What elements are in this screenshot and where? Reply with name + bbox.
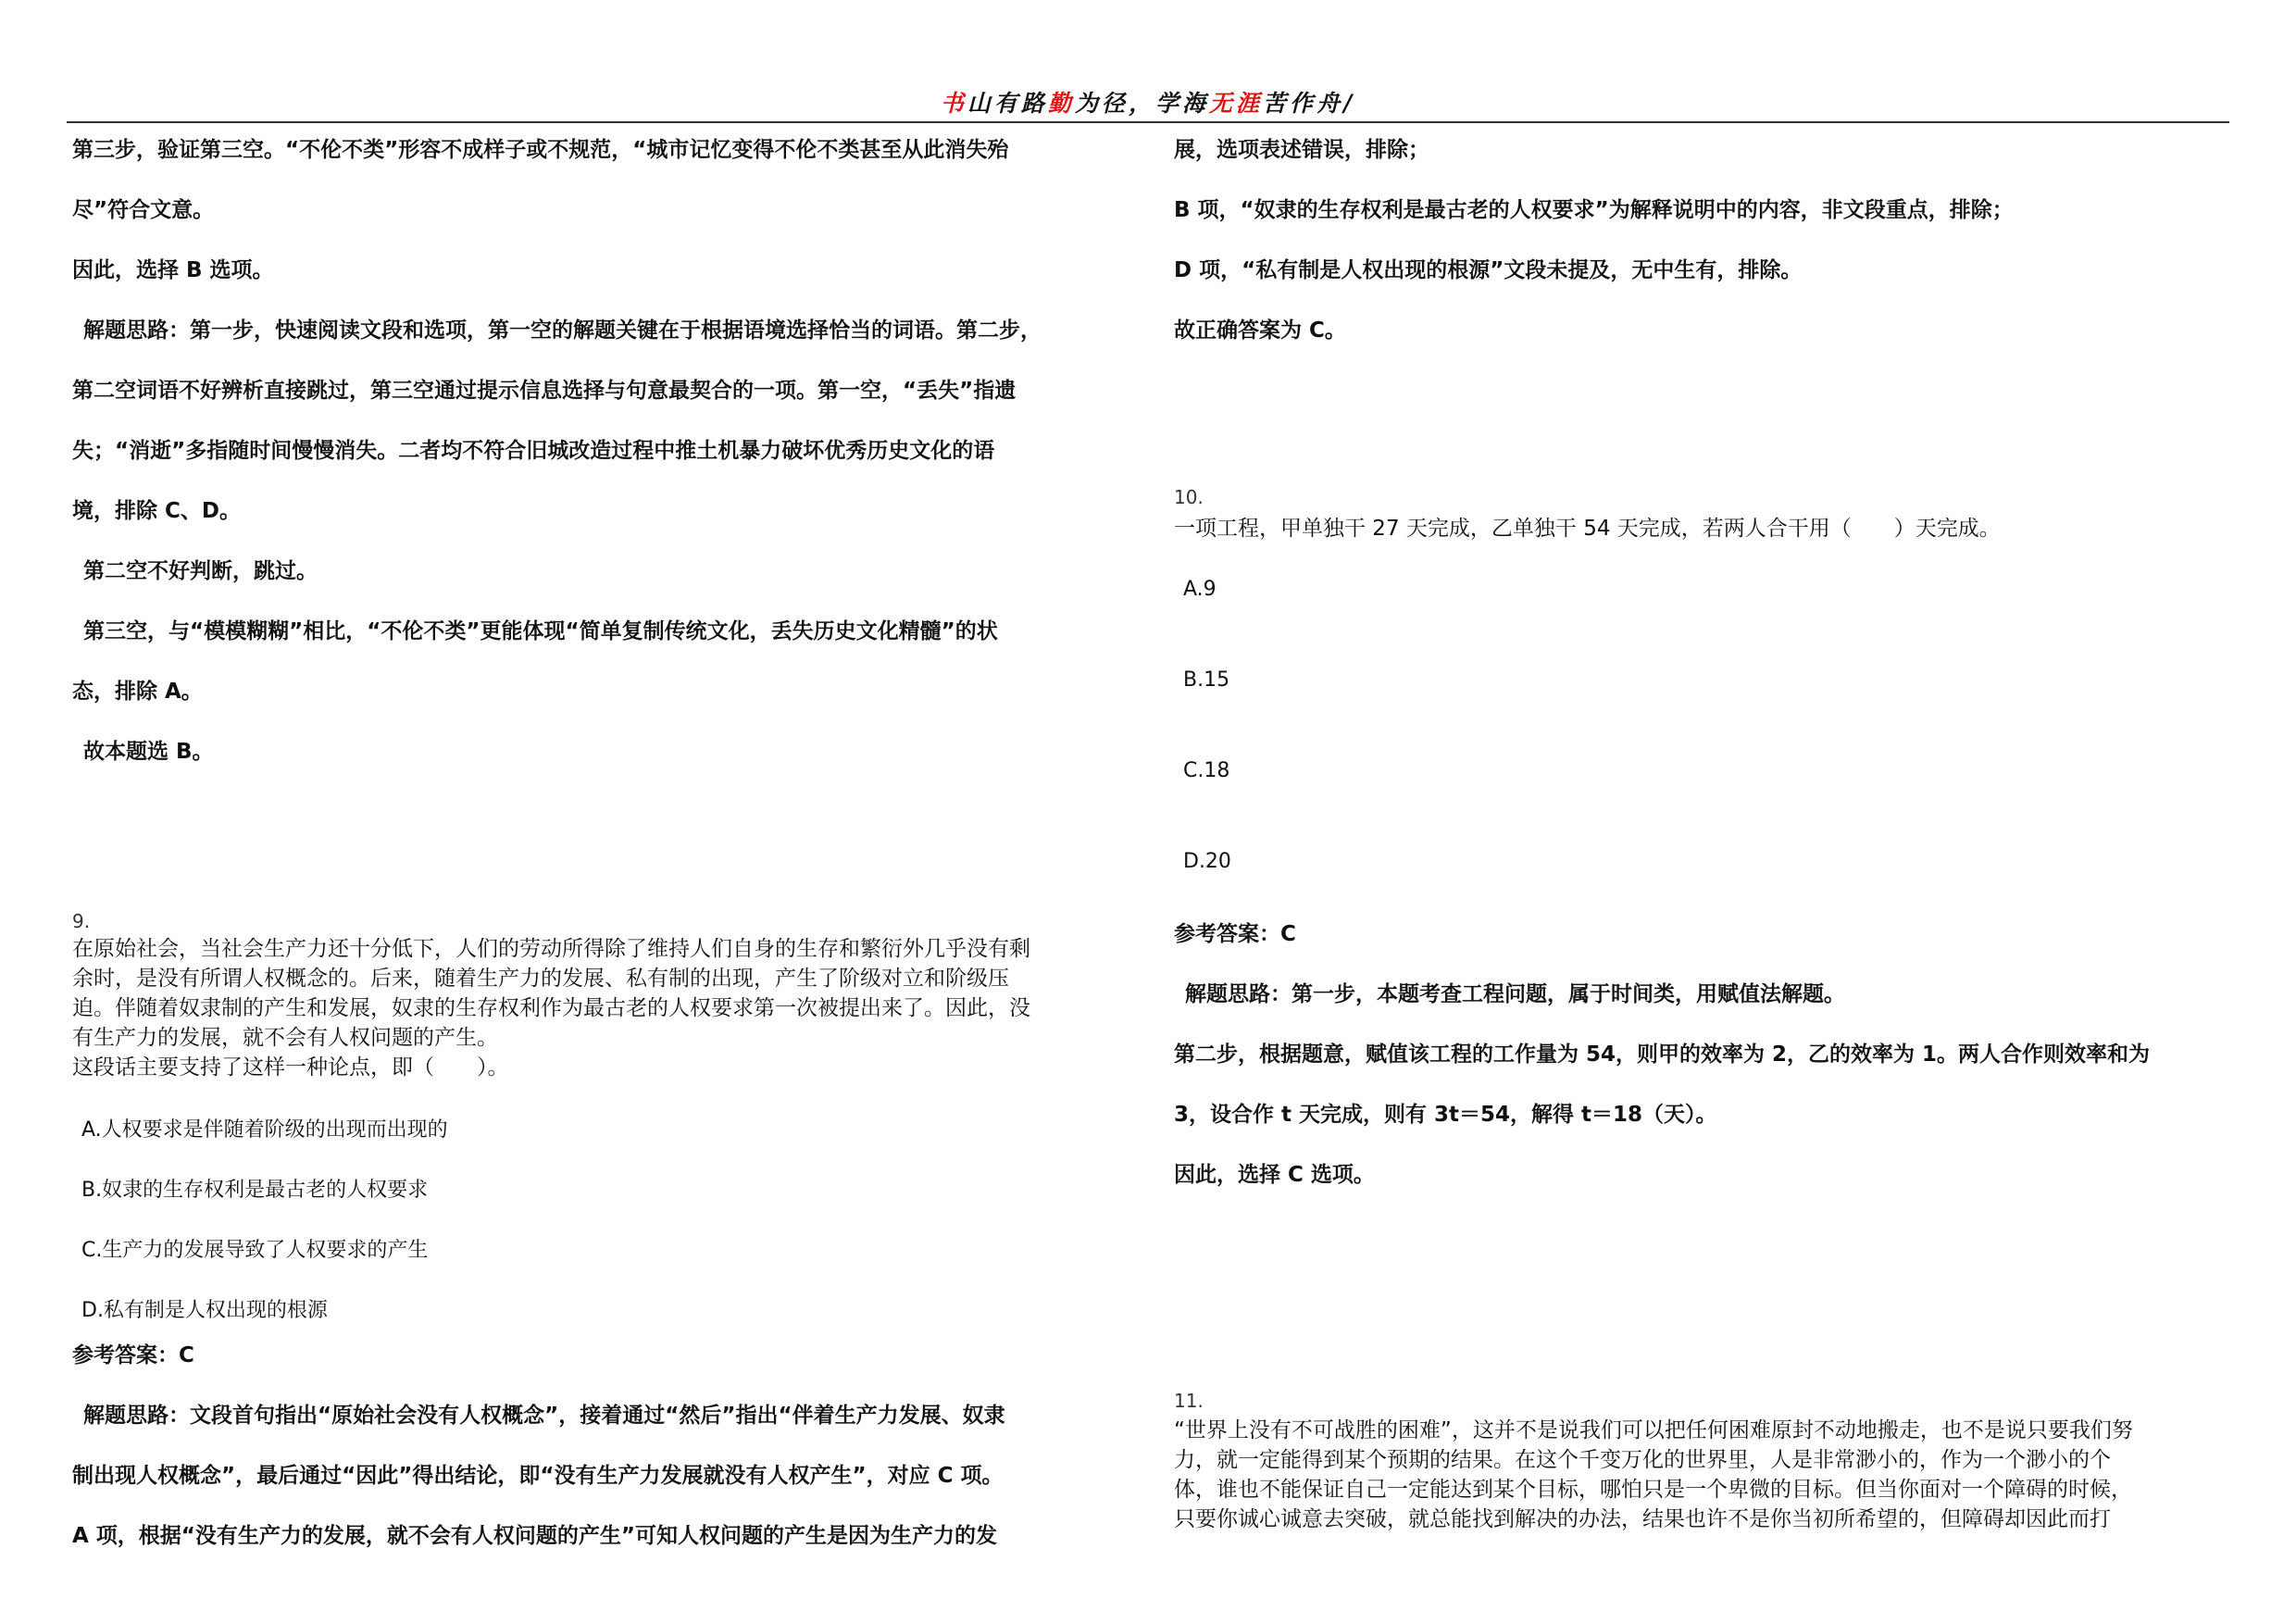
page-header-motto xyxy=(67,85,2229,119)
text-line: 境，排除 C、D。 xyxy=(72,499,241,523)
motto-segment: 无涯 xyxy=(1208,90,1263,117)
text-line: 故本题选 B。 xyxy=(83,740,214,764)
text-line: 3，设合作 t 天完成，则有 3t＝54，解得 t＝18（天）。 xyxy=(1174,1103,1717,1127)
answer-option: A.9 xyxy=(1183,578,1217,601)
answer-option: C.生产力的发展导致了人权要求的产生 xyxy=(81,1239,429,1262)
question-number: 9. xyxy=(72,910,91,932)
answer-option: D.私有制是人权出现的根源 xyxy=(81,1299,328,1322)
answer-option: B.15 xyxy=(1183,668,1230,692)
answer-option: A.人权要求是伴随着阶级的出现而出现的 xyxy=(81,1118,448,1142)
text-line: 展，选项表述错误，排除； xyxy=(1174,138,1429,162)
text-line: 第二步，根据题意，赋值该工程的工作量为 54，则甲的效率为 2，乙的效率为 1。两人合作则效率和为 xyxy=(1174,1042,2151,1067)
text-line: 余时，是没有所谓人权概念的。后来，随着生产力的发展、私有制的出现，产生了阶级对立和阶级压 xyxy=(72,967,1009,991)
answer-option: B.奴隶的生存权利是最古老的人权要求 xyxy=(81,1179,429,1202)
question-number: 11. xyxy=(1174,1390,1204,1412)
answer-option: C.18 xyxy=(1183,759,1230,782)
text-line: 在原始社会，当社会生产力还十分低下，人们的劳动所得除了维持人们自身的生存和繁衍外几乎没有剩 xyxy=(72,937,1030,961)
text-line: 解题思路：文段首句指出“原始社会没有人权概念”，接着通过“然后”指出“伴着生产力发展、奴隶 xyxy=(83,1404,1005,1428)
text-line: 力，就一定能得到某个预期的结果。在这个千变万化的世界里，人是非常渺小的，作为一个渺小的个 xyxy=(1174,1448,2111,1472)
text-line: 解题思路：第一步，快速阅读文段和选项，第一空的解题关键在于根据语境选择恰当的词语。第二步， xyxy=(83,318,1042,343)
answer-option: D.20 xyxy=(1183,850,1231,873)
text-line: 解题思路：第一步，本题考查工程问题，属于时间类，用赋值法解题。 xyxy=(1185,982,1845,1006)
text-line: B 项，“奴隶的生存权利是最古老的人权要求”为解释说明中的内容，非文段重点，排除； xyxy=(1174,198,2014,222)
text-line: 第三空，与“模模糊糊”相比，“不伦不类”更能体现“简单复制传统文化，丢失历史文化精髓”的状 xyxy=(83,619,998,643)
text-line: A 项，根据“没有生产力的发展，就不会有人权问题的产生”可知人权问题的产生是因为生产力的发 xyxy=(72,1524,998,1548)
text-line: 这段话主要支持了这样一种论点，即（ ）。 xyxy=(72,1055,509,1080)
motto-segment: 山有路 xyxy=(967,90,1048,117)
motto-segment: 书 xyxy=(940,90,967,117)
text-line: 参考答案：C xyxy=(1174,922,1296,946)
header-divider xyxy=(67,121,2229,123)
text-line: 第三步，验证第三空。“不伦不类”形容不成样子或不规范，“城市记忆变得不伦不类甚至从此消失殆 xyxy=(72,138,1009,162)
text-line: 迫。伴随着奴隶制的产生和发展，奴隶的生存权利作为最古老的人权要求第一次被提出来了。因此，没 xyxy=(72,996,1030,1020)
text-line: 因此，选择 B 选项。 xyxy=(72,258,274,282)
text-line: 失；“消逝”多指随时间慢慢消失。二者均不符合旧城改造过程中推土机暴力破坏优秀历史文化的语 xyxy=(72,439,995,463)
motto-segment: 勤 xyxy=(1047,90,1075,117)
text-line: 第二空不好判断，跳过。 xyxy=(83,559,318,583)
text-line: 有生产力的发展，就不会有人权问题的产生。 xyxy=(72,1026,498,1050)
text-line: 尽”符合文意。 xyxy=(72,198,215,222)
text-line: 制出现人权概念”，最后通过“因此”得出结论，即“没有生产力发展就没有人权产生”，对应 C 项。 xyxy=(72,1464,1004,1488)
text-line: 第二空词语不好辨析直接跳过，第三空通过提示信息选择与句意最契合的一项。第一空，“丢失”指遗 xyxy=(72,379,1017,403)
text-line: D 项，“私有制是人权出现的根源”文段未提及，无中生有，排除。 xyxy=(1174,258,1803,282)
motto-segment: 苦作舟/ xyxy=(1262,90,1356,117)
text-line: 故正确答案为 C。 xyxy=(1174,318,1346,343)
text-line: 只要你诚心诚意去突破，就总能找到解决的办法，结果也许不是你当初所希望的，但障碍却因此而打 xyxy=(1174,1507,2111,1531)
text-line: “世界上没有不可战胜的困难”，这并不是说我们可以把任何困难原封不动地搬走，也不是说只要我们努 xyxy=(1174,1418,2133,1442)
question-number: 10. xyxy=(1174,486,1204,508)
text-line: 体，谁也不能保证自己一定能达到某个目标，哪怕只是一个卑微的目标。但当你面对一个障碍的时候， xyxy=(1174,1478,2132,1502)
text-line: 因此，选择 C 选项。 xyxy=(1174,1163,1375,1187)
text-line: 参考答案：C xyxy=(72,1343,194,1367)
text-line: 态，排除 A。 xyxy=(72,680,203,704)
text-line: 一项工程，甲单独干 27 天完成，乙单独干 54 天完成，若两人合干用（ ）天完成。 xyxy=(1174,517,2001,541)
motto-segment: 为径，学海 xyxy=(1074,90,1209,117)
